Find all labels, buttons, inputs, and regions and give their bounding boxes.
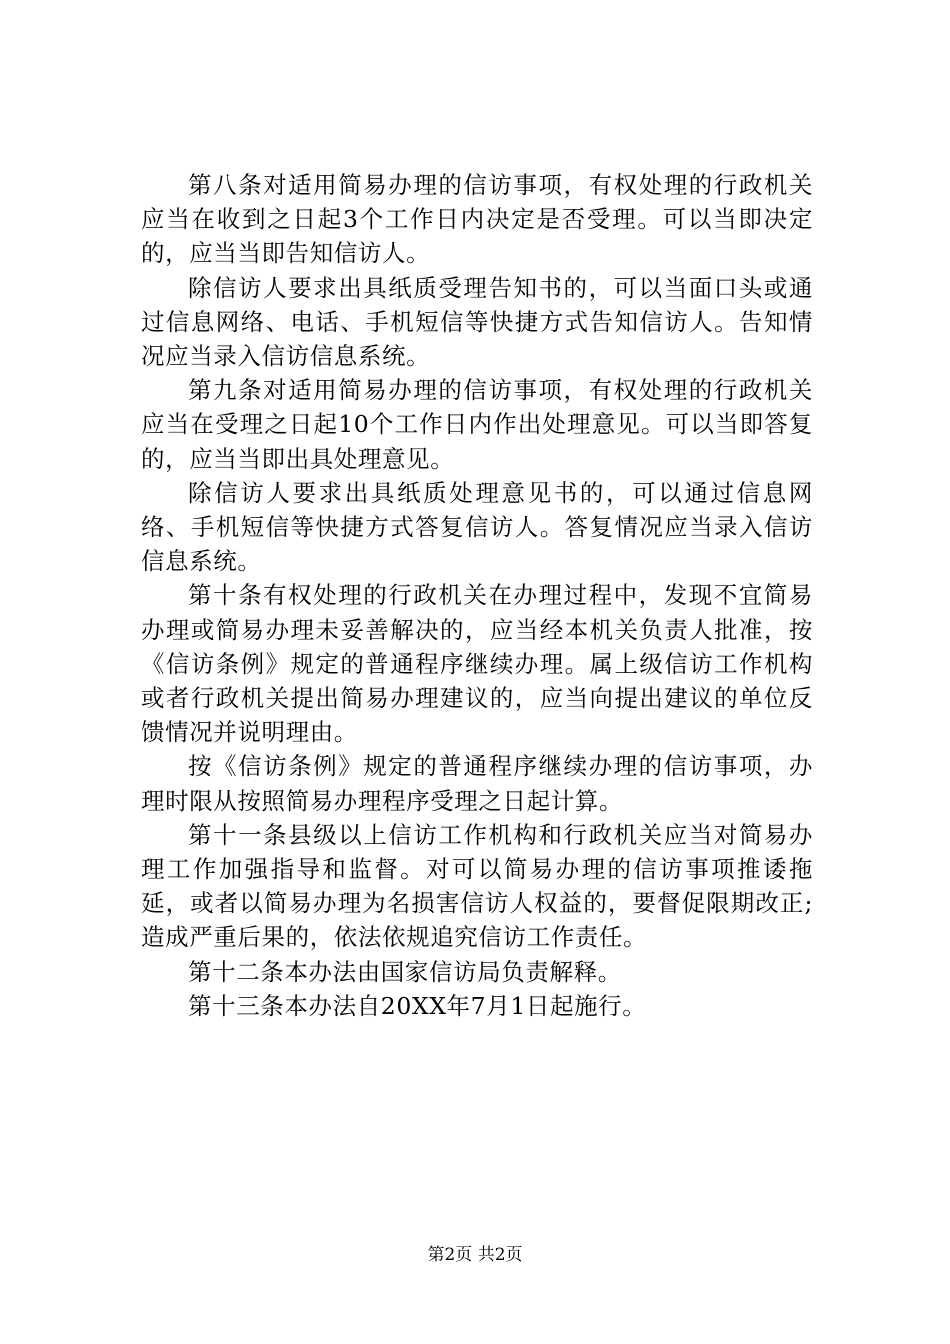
paragraph-article-13: 第十三条本办法自20XX年7月1日起施行。 xyxy=(188,991,647,1020)
document-body xyxy=(141,168,813,1023)
paragraph-article-8: 第八条对适用简易办理的信访事项，有权处理的行政机关应当在收到之日起3个工作日内决定是否受理。可以当即决定的，应当当即告知信访人。 xyxy=(141,171,813,268)
paragraph-article-9: 第九条对适用简易办理的信访事项，有权处理的行政机关应当在受理之日起10个工作日内作出处理意见。可以当即答复的，应当当即出具处理意见。 xyxy=(141,376,813,473)
paragraph-article-10-deadline: 按《信访条例》规定的普通程序继续办理的信访事项，办理时限从按照简易办理程序受理之日起计算。 xyxy=(141,752,813,815)
page-number-footer: 第2页 共2页 xyxy=(427,1245,523,1265)
paragraph-article-9-reply: 除信访人要求出具纸质处理意见书的，可以通过信息网络、手机短信等快捷方式答复信访人。答复情况应当录入信访信息系统。 xyxy=(141,478,813,576)
paragraph-article-11: 第十一条县级以上信访工作机构和行政机关应当对简易办理工作加强指导和监督。对可以简易办理的信访事项推诿拖延，或者以简易办理为名损害信访人权益的，要督促限期改正;造成严重后果的，依法依规追究信访工作责任。 xyxy=(141,820,813,952)
paragraph-article-8-notice: 除信访人要求出具纸质受理告知书的，可以当面口头或通过信息网络、电话、手机短信等快捷方式告知信访人。告知情况应当录入信访信息系统。 xyxy=(141,273,813,371)
paragraph-article-10: 第十条有权处理的行政机关在办理过程中，发现不宜简易办理或简易办理未妥善解决的，应当经本机关负责人批准，按《信访条例》规定的普通程序继续办理。属上级信访工作机构或者行政机关提出简易办理建议的，应当向提出建议的单位反馈情况并说明理由。 xyxy=(141,581,813,747)
paragraph-article-12: 第十二条本办法由国家信访局负责解释。 xyxy=(188,957,622,986)
